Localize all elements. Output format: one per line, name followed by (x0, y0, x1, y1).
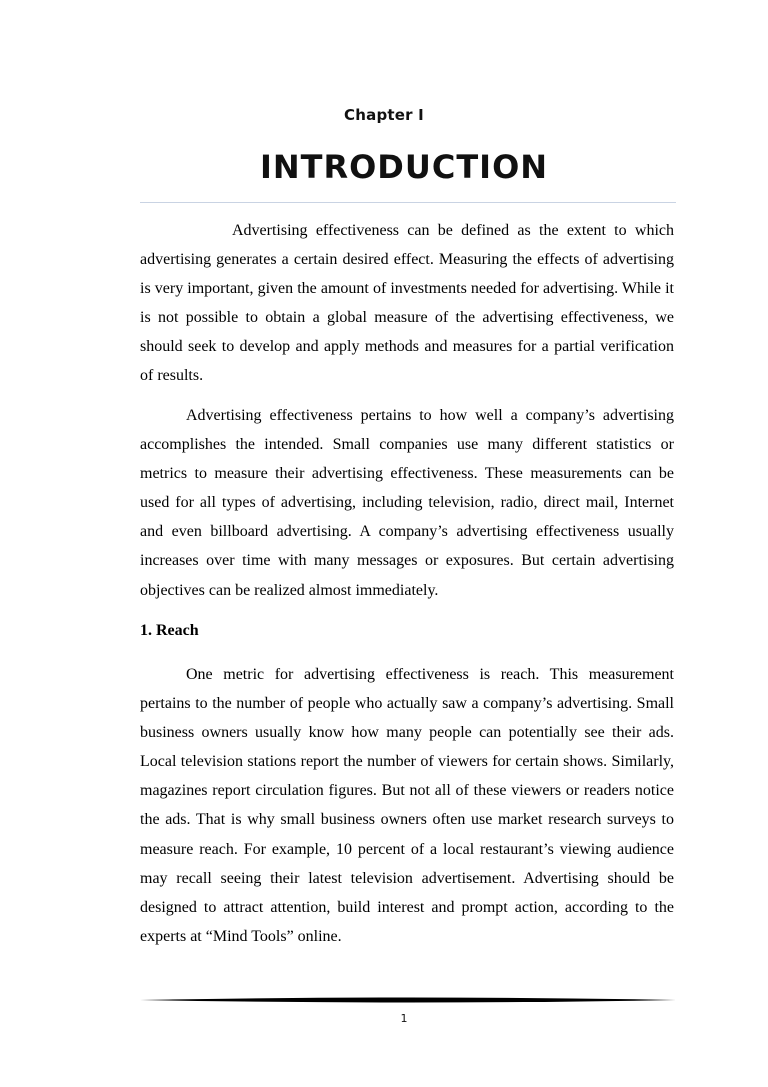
footer-divider (140, 996, 676, 1004)
paragraph-text: Advertising effectiveness pertains to how well a company’s advertising accomplishes the intended. Small companies use many different statistics or metrics to measure their advertising effectiveness. These measurements can be used for all types of advertising, including television, radio, direct mail, Internet and even billboard advertising. A company’s advertising effectiveness usually increases over time with many messages or exposures. But certain advertising objectives can be realized almost immediately. (140, 407, 674, 599)
chapter-label: Chapter I (344, 106, 424, 124)
paragraph-text: One metric for advertising effectiveness is reach. This measurement pertains to the number of people who actually saw a company’s advertising. Small business owners usually know how many people can potentially see their ads. Local television stations report the number of viewers for certain shows. Similarly, magazines report circulation figures. But not all of these viewers or readers notice the ads. That is why small business owners often use market research surveys to measure reach. For example, 10 percent of a local restaurant’s viewing audience may recall seeing their latest television advertisement. Advertising should be designed to attract attention, build interest and prompt action, according to the experts at “Mind Tools” online. (140, 666, 674, 945)
intro-paragraph-1 (140, 216, 674, 391)
title-divider (140, 202, 676, 203)
reach-paragraph (140, 660, 674, 951)
page-number: 1 (400, 1012, 408, 1025)
paragraph-text: Advertising effectiveness can be defined as the extent to which advertising generates a certain desired effect. Measuring the effects of advertising is very important, given the amount of investments needed for advertising. While it is not possible to obtain a global measure of the advertising effectiveness, we should seek to develop and apply methods and measures for a partial verification of results. (140, 222, 674, 385)
chapter-title: INTRODUCTION (259, 148, 549, 186)
intro-paragraph-2 (140, 401, 674, 605)
section-heading-reach: 1. Reach (140, 622, 199, 639)
